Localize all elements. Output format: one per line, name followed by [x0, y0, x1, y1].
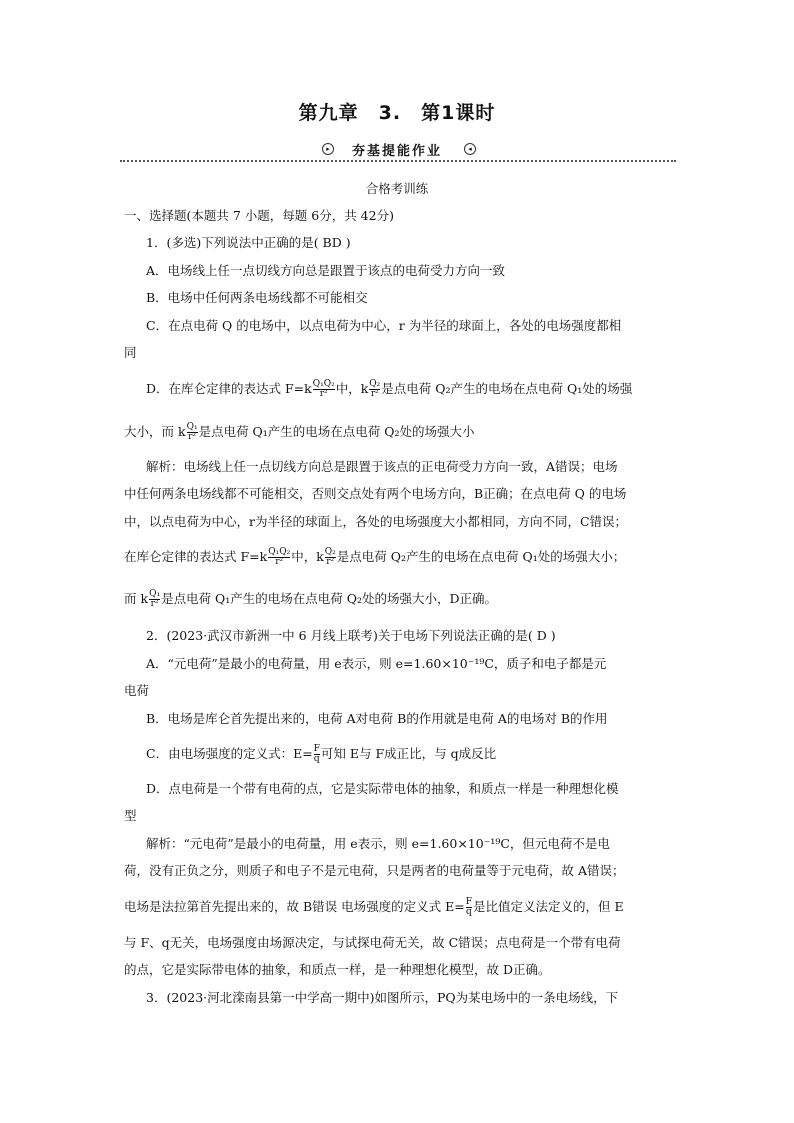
formula-fraction	[313, 380, 335, 399]
q1-stem: 1．(多选)下列说法中正确的是( BD )	[146, 235, 351, 250]
q2-option-d-cont: 型	[124, 808, 137, 823]
q2-analysis-4: 与 F、q无关，电场强度由场源决定，与试探电荷无关，故 C错误；点电荷是一个带有电荷	[124, 935, 621, 950]
fraction-numerator: F	[313, 744, 320, 754]
q2-analysis-5: 的点，它是实际带电体的抽象，和质点一样，是一种理想化模型，故 D正确。	[124, 962, 551, 977]
text-segment: 中，k	[335, 381, 369, 396]
formula-fraction	[268, 548, 290, 567]
left-arrow-icon: ◂	[464, 143, 476, 155]
fraction-denominator: r²	[150, 599, 159, 609]
dotted-divider	[120, 160, 676, 162]
fraction-numerator: Q₁	[149, 589, 161, 599]
fraction-denominator: q	[313, 754, 320, 764]
q1-option-d-cont	[124, 423, 475, 442]
q2-option-d: D．点电荷是一个带有电荷的点，它是实际带电体的抽象，和质点一样是一种理想化模	[146, 781, 619, 796]
q1-analysis-4	[124, 548, 625, 567]
q1-analysis-2: 中任何两条电场线都不可能相交，否则交点处有两个电场方向，B正确；在点电荷 Q 的电场	[124, 486, 627, 501]
text-segment: 而 k	[124, 591, 149, 606]
fraction-denominator: r²	[313, 389, 335, 399]
fraction-numerator: Q₁	[186, 422, 198, 432]
section-heading: 合格考训练	[365, 181, 429, 196]
q2-option-a: A．“元电荷”是最小的电荷量，用 e表示，则 e=1.60×10⁻¹⁹C，质子和电子都是元	[146, 656, 607, 671]
fraction-denominator: q	[465, 907, 472, 917]
formula-fraction	[314, 745, 320, 764]
text-segment: 大小，而 k	[124, 424, 186, 439]
text-segment: 是点电荷 Q₂产生的电场在点电荷 Q₁处的场强大小；	[336, 549, 626, 564]
q1-analysis-1: 解析：电场线上任一点切线方向总是跟置于该点的正电荷受力方向一致，A错误；电场	[146, 459, 618, 474]
text-segment: C．由电场强度的定义式：E=	[146, 746, 313, 761]
chapter-title: 第九章 3. 第1课时	[298, 102, 496, 124]
formula-fraction	[466, 898, 472, 917]
section-banner	[0, 138, 794, 160]
q2-option-b: B．电场是库仑首先提出来的，电荷 A对电荷 B的作用就是电荷 A的电场对 B的作用	[146, 711, 608, 726]
fraction-denominator: r²	[268, 557, 290, 567]
q1-analysis-5	[124, 590, 497, 609]
q1-option-b: B．电场中任何两条电场线都不可能相交	[146, 290, 368, 305]
text-segment: 是比值定义法定义的，但 E	[472, 899, 624, 914]
text-segment: 在库仑定律的表达式 F=k	[124, 549, 268, 564]
q2-analysis-3	[124, 898, 624, 917]
q2-analysis-2: 荷，没有正负之分，则质子和电子不是元电荷，只是两者的电荷量等于元电荷，故 A错误；	[124, 863, 625, 878]
fraction-denominator: r²	[370, 389, 379, 399]
q2-option-a-cont: 电荷	[124, 683, 150, 698]
fraction-numerator: Q₁Q₂	[268, 547, 291, 557]
fraction-numerator: Q₂	[369, 379, 381, 389]
q1-option-c: C．在点电荷 Q 的电场中，以点电荷为中心，r 为半径的球面上，各处的电场强度都相	[146, 318, 622, 333]
text-segment: 电场是法拉第首先提出来的，故 B错误 电场强度的定义式 E=	[124, 899, 465, 914]
q1-analysis-3: 中，以点电荷为中心，r为半径的球面上，各处的电场强度大小都相同，方向不同，C错误；	[124, 514, 628, 529]
banner-label: 夯基提能作业	[351, 144, 442, 159]
fraction-numerator: Q₁Q₂	[312, 379, 335, 389]
fraction-numerator: Q₂	[324, 547, 336, 557]
right-arrow-icon: ▸	[322, 143, 334, 155]
formula-fraction	[325, 548, 336, 567]
text-segment: 可知 E与 F成正比，与 q成反比	[320, 746, 497, 761]
q2-analysis-1: 解析：“元电荷”是最小的电荷量，用 e表示，则 e=1.60×10⁻¹⁹C，但元电荷不是电	[146, 836, 610, 851]
formula-fraction	[369, 380, 380, 399]
text-segment: 是点电荷 Q₁产生的电场在点电荷 Q₂处的场强大小	[198, 424, 475, 439]
fraction-denominator: r²	[326, 557, 335, 567]
q1-option-a: A．电场线上任一点切线方向总是跟置于该点的电荷受力方向一致	[146, 263, 506, 278]
part-heading: 一、选择题(本题共 7 小题，每题 6分，共 42分)	[124, 208, 394, 223]
text-segment: D．在库仑定律的表达式 F=k	[146, 381, 312, 396]
fraction-denominator: r²	[188, 432, 197, 442]
q1-option-d	[146, 380, 632, 399]
text-segment: 是点电荷 Q₂产生的电场在点电荷 Q₁处的场强	[381, 381, 633, 396]
q1-option-c-cont: 同	[124, 345, 137, 360]
fraction-numerator: F	[465, 897, 472, 907]
text-segment: 中，k	[291, 549, 324, 564]
q3-stem: 3．(2023·河北滦南县第一中学高一期中)如图所示，PQ为某电场中的一条电场线，下	[146, 990, 619, 1005]
formula-fraction	[149, 590, 160, 609]
q2-stem: 2．(2023·武汉市新洲一中 6 月线上联考)关于电场下列说法正确的是( D )	[146, 628, 556, 643]
formula-fraction	[187, 423, 198, 442]
q2-option-c	[146, 745, 496, 764]
text-segment: 是点电荷 Q₁产生的电场在点电荷 Q₂处的场强大小，D正确。	[161, 591, 498, 606]
